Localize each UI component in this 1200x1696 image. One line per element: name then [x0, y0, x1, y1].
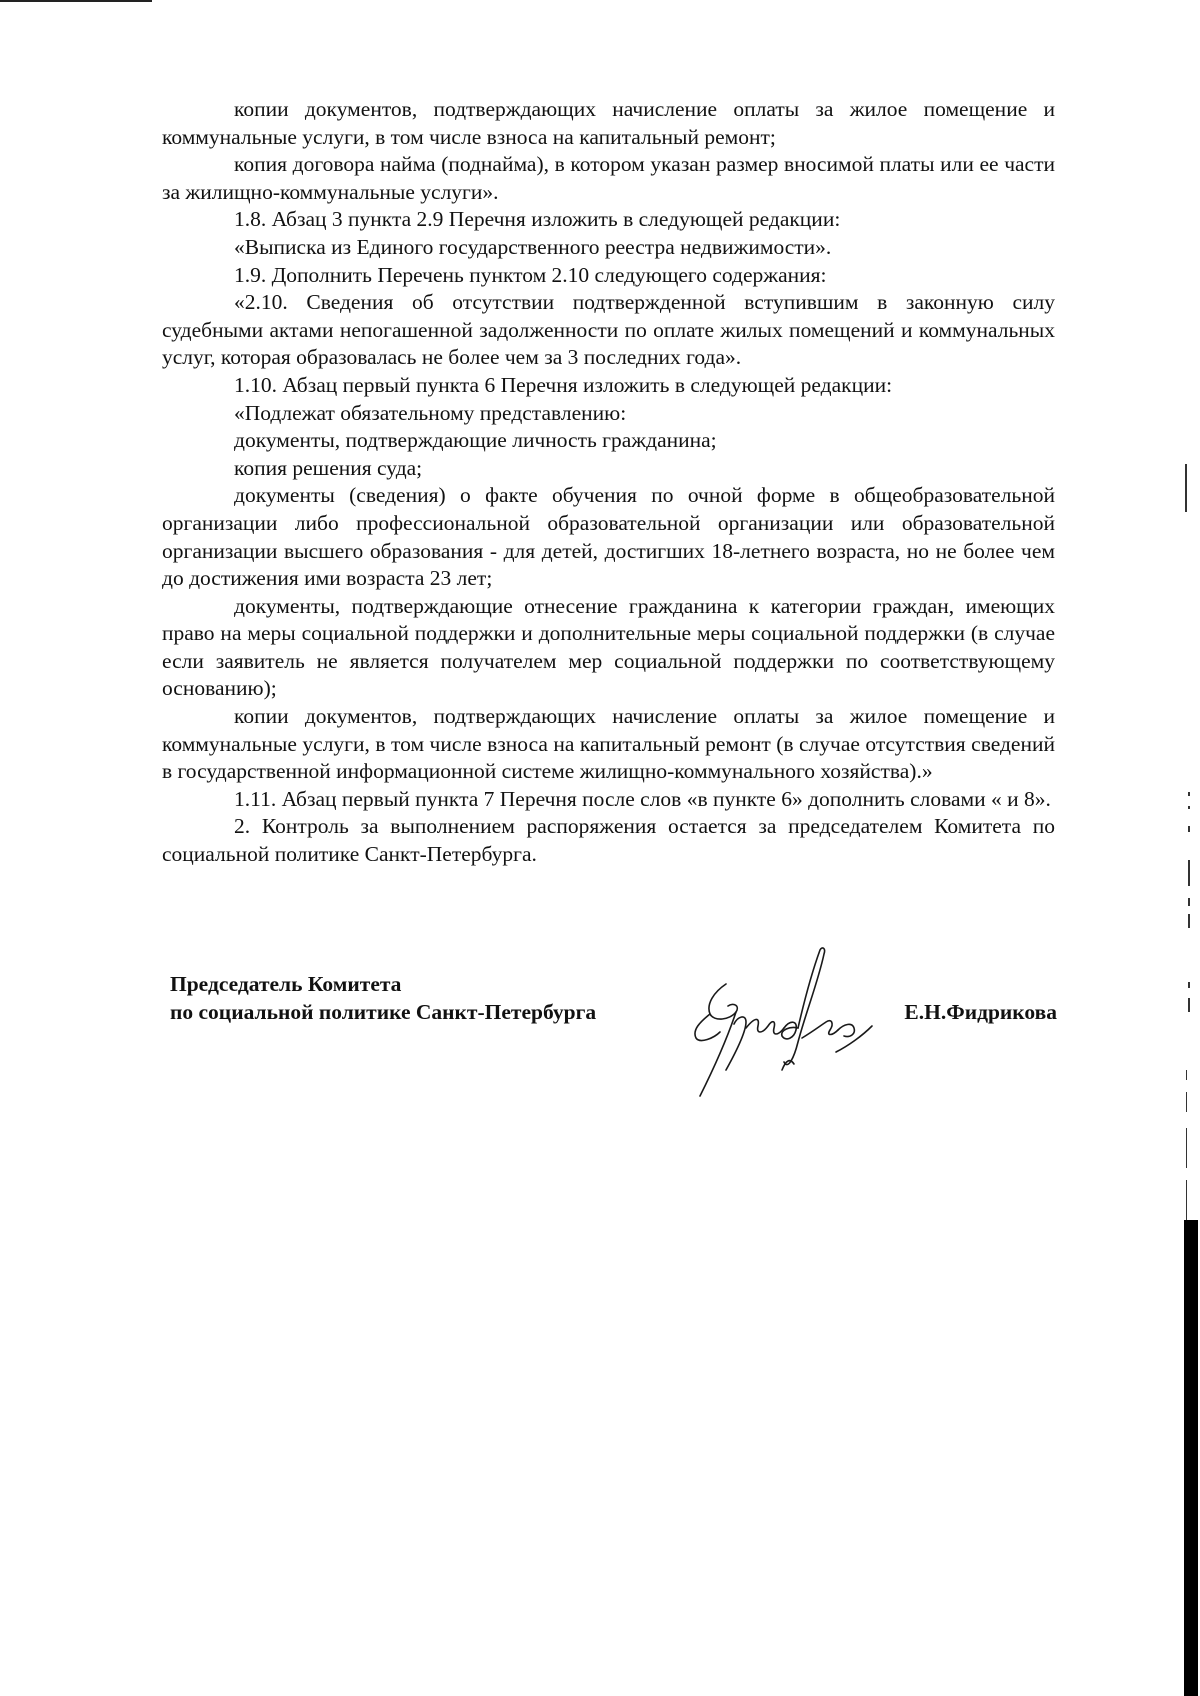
paragraph: копии документов, подтверждающих начисление оплаты за жилое помещение и коммунальные услуги, в том числе взноса на капитальный ремонт;: [162, 97, 1055, 149]
paragraph: 1.11. Абзац первый пункта 7 Перечня после слов «в пункте 6» дополнить словами « и 8».: [234, 786, 1051, 811]
scan-edge-mark: [0, 0, 152, 2]
signer-name: Е.Н.Фидрикова: [904, 1000, 1057, 1024]
paragraph: копия договора найма (поднайма), в котором указан размер вносимой платы или ее части за жилищно-коммунальные услуги».: [162, 152, 1055, 204]
paragraph: документы (сведения) о факте обучения по очной форме в общеобразовательной организации либо профессиональной образовательной организации или образовательной организации высшего образования - для детей, достигших 18-летнего возраста, но не более чем до достижения ими возраста 23 лет;: [162, 483, 1055, 591]
paragraph: «2.10. Сведения об отсутствии подтвержденной вступившим в законную силу судебными актами непогашенной задолженности по оплате жилых помещений и коммунальных услуг, которая образовалась не более чем за 3 последних года».: [162, 290, 1055, 370]
signer-title-line: Председатель Комитета: [170, 972, 402, 996]
paragraph: документы, подтверждающие отнесение гражданина к категории граждан, имеющих право на меры социальной поддержки и дополнительные меры социальной поддержки (в случае если заявитель не является получателем мер социальной поддержки по соответствующему основанию);: [162, 593, 1055, 701]
paragraph: «Выписка из Единого государственного реестра недвижимости».: [234, 234, 832, 259]
paragraph: копии документов, подтверждающих начисление оплаты за жилое помещение и коммунальные услуги, в том числе взноса на капитальный ремонт (в случае отсутствия сведений в государственной информационной системе жилищно-коммунального хозяйства).»: [162, 704, 1055, 784]
signer-title-line: по социальной политике Санкт-Петербурга: [170, 1000, 597, 1024]
document-body: [162, 96, 1055, 869]
paragraph: «Подлежат обязательному представлению:: [234, 400, 627, 425]
scan-margin-marks: [1182, 0, 1200, 1696]
paragraph: копия решения суда;: [234, 455, 423, 480]
paragraph: 2. Контроль за выполнением распоряжения остается за председателем Комитета по социальной политике Санкт-Петербурга.: [162, 814, 1055, 867]
signer-title: [170, 970, 596, 1026]
paragraph: 1.8. Абзац 3 пункта 2.9 Перечня изложить в следующей редакции:: [234, 207, 841, 232]
paragraph: документы, подтверждающие личность гражданина;: [234, 428, 717, 453]
paragraph: 1.9. Дополнить Перечень пунктом 2.10 следующего содержания:: [234, 262, 827, 287]
handwritten-signature: [686, 942, 926, 1102]
signature-block: [170, 970, 1060, 1110]
paragraph: 1.10. Абзац первый пункта 6 Перечня изложить в следующей редакции:: [234, 372, 893, 397]
